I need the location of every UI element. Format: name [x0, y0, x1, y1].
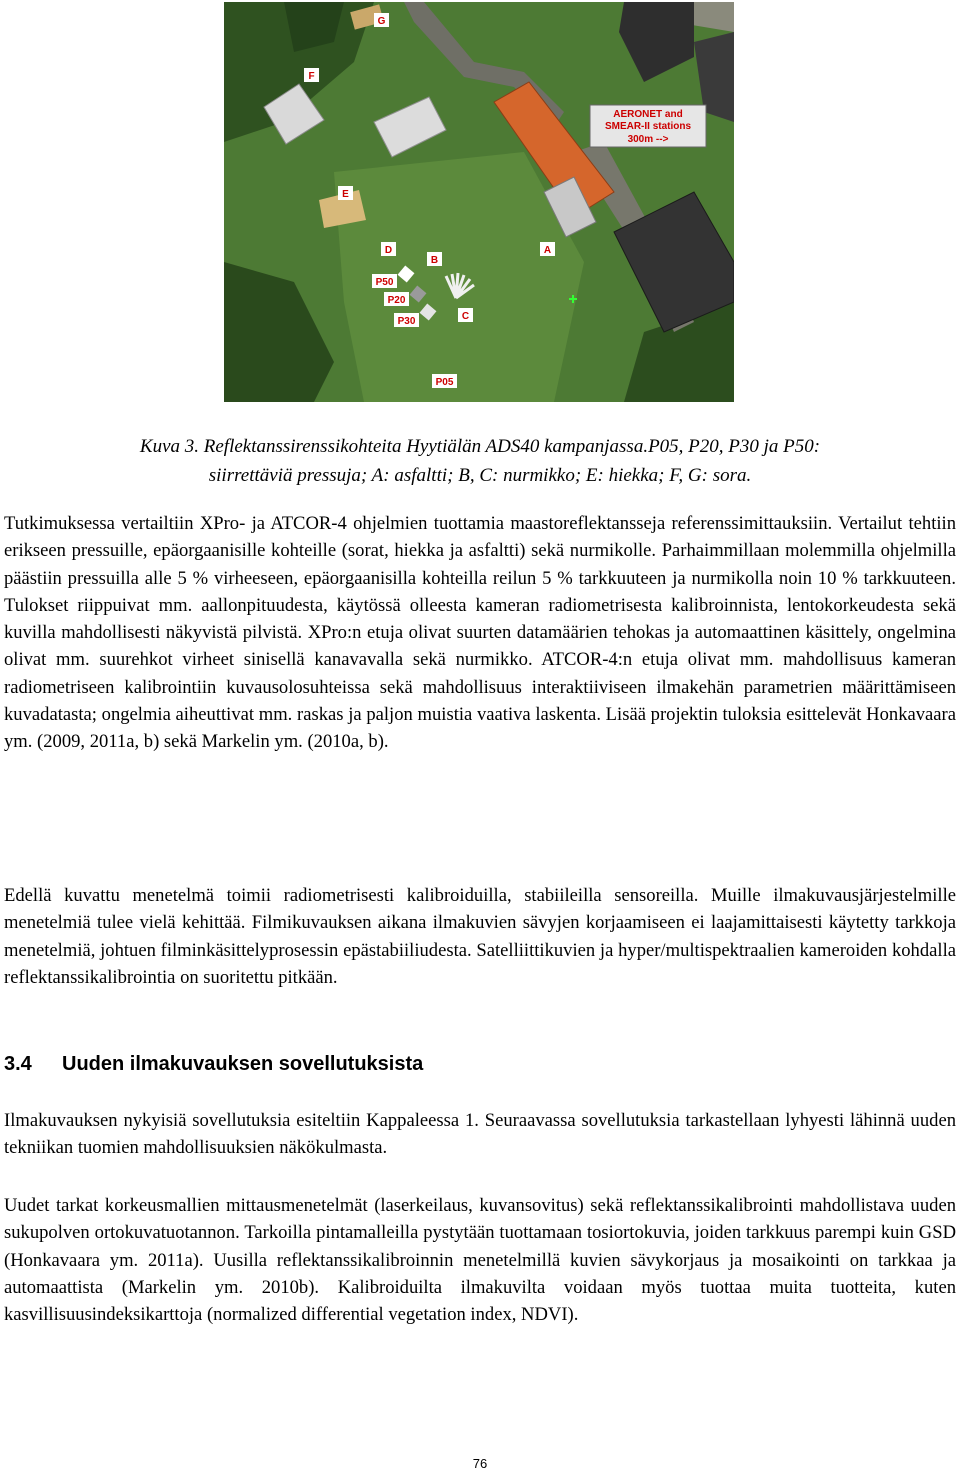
label-p20: P20	[387, 295, 406, 306]
station-label-line2: SMEAR-II stations	[604, 121, 692, 132]
aerial-photo	[224, 2, 734, 402]
paragraph-results: Tutkimuksessa vertailtiin XPro- ja ATCOR-4 ohjelmien tuottamia maastoreflektansseja referenssimittauksiin. Vertailut tehtiin erikseen pressuille, epäorgaanisille kohteille (sorat, hiekka ja asfaltti) sekä nurmikolle. Parhaimmillaan molemmilla ohjelmilla päästiin pressuilla alle 5 % virheeseen, epäorgaanisilla kohteilla reilun 5 % tarkkuuteen ja nurmikolla noin 10 % tarkkuuteen. Tulokset riippuivat mm. aallonpituudesta, käytössä olleesta kameran radiometrisesta kalibroinnista, lentokorkeudesta sekä kuvilla mahdollisesti näkyvistä pilvistä. XPro:n etuja olivat suurten datamäärien tehokas ja automaattinen käsittely, ongelmina olivat mm. suurehkot virheet sinisellä kanavavalla sekä nurmikko. ATCOR-4:n etuja olivat mm. mahdollisuus kameran radiometriseen kalibrointiin kuvausolosuhteissa sekä mahdollisuus interaktiiviseen ilmakehän parametrien määrittämiseen kuvadatasta; ongelmia aiheuttivat mm. raskas ja paljon muistia vaativa laskenta. Lisää projektin tuloksia esittelevät Honkavaara ym. (2009, 2011a, b) sekä Markelin ym. (2010a, b).	[4, 513, 956, 753]
section-heading	[4, 1050, 423, 1078]
label-g: G	[377, 16, 386, 27]
caption-line-1: Kuva 3. Reflektanssirenssikohteita Hyytiälän ADS40 kampanjassa.P05, P20, P30 ja P50:	[139, 436, 821, 457]
label-c: C	[461, 311, 470, 322]
paragraph-new-methods: Uudet tarkat korkeusmallien mittausmenetelmät (laserkeilaus, kuvansovitus) sekä reflektanssikalibrointi mahdollistava uuden sukupolven ortokuvatuotannon. Tarkoilla pintamalleilla pystytään tuottamaan tosiortokuvia, joiden tarkkuus parempi kuin GSD (Honkavaara ym. 2011a). Uusilla reflektanssikalibroinnin menetelmillä kuvien sävykorjaus ja mosaikointi on tarkkaa ja automaattista (Markelin ym. 2010b). Kalibroiduilta ilmakuvilta voidaan myös tuottaa muita tuotteita, kuten kasvillisuusindeksikarttoja (normalized differential vegetation index, NDVI).	[4, 1195, 956, 1326]
label-e: E	[342, 189, 349, 200]
section-number: 3.4	[4, 1053, 32, 1075]
label-p50: P50	[375, 277, 394, 288]
station-label-line3: 300m -->	[627, 134, 669, 145]
caption-line-2: siirrettäviä pressuja; A: asfaltti; B, C: nurmikko; E: hiekka; F, G: sora.	[208, 465, 752, 486]
label-d: D	[384, 245, 393, 256]
figure-caption	[40, 432, 920, 490]
label-b: B	[430, 255, 439, 266]
label-p30: P30	[397, 316, 416, 327]
label-a: A	[543, 245, 552, 256]
section-title: Uuden ilmakuvauksen sovellutuksista	[62, 1053, 424, 1075]
paragraph-applications: Ilmakuvauksen nykyisiä sovellutuksia esiteltiin Kappaleessa 1. Seuraavassa sovellutuksia tarkastellaan lyhyesti lähinnä uuden tekniikan tuomien mahdollisuuksien näkökulmasta.	[4, 1110, 956, 1159]
page-number: 76	[472, 1456, 488, 1471]
label-p05: P05	[435, 377, 454, 388]
station-label-line1: AERONET and	[613, 109, 683, 120]
aerial-photo-drawing	[224, 2, 734, 402]
paragraph-calibration: Edellä kuvattu menetelmä toimii radiometrisesti kalibroiduilla, stabiileilla sensoreilla. Muille ilmakuvausjärjestelmille menetelmiä tulee vielä kehittää. Filmikuvauksen aikana ilmakuvien sävyjen korjaamiseen ei laajamittaisesti käytetty tarkkoja menetelmiä, johtuen filminkäsittelyprosessin epästabiiliudesta. Satelliittikuvien ja hyper/multispektraalien kameroiden kohdalla reflektanssikalibrointia on suoritettu pitkään.	[4, 885, 956, 988]
label-f: F	[308, 71, 315, 82]
